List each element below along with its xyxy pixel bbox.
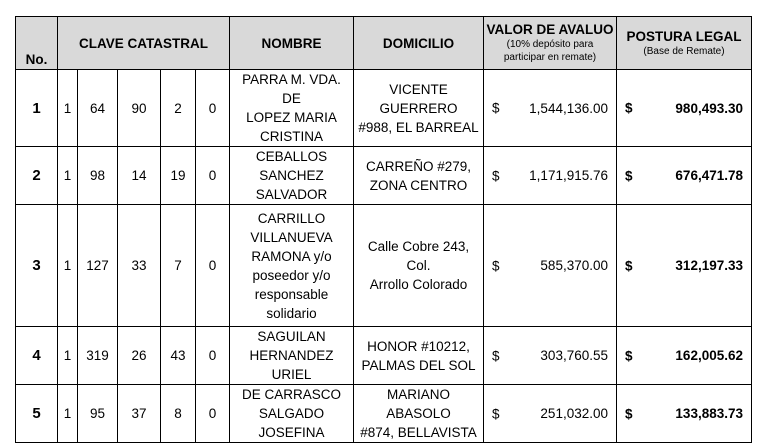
header-postura-title: POSTURA LEGAL [626,28,742,44]
header-valor-avaluo [484,17,617,70]
row-number: 4 [16,327,58,385]
domicilio-line: #874, BELLAVISTA [360,425,477,440]
header-domicilio: DOMICILIO [354,17,484,70]
row-number: 2 [16,147,58,205]
postura-amount: 162,005.62 [675,348,743,363]
postura-cell [617,70,752,147]
table-row [16,147,752,205]
header-valor-title: VALOR DE AVALUO [486,22,614,37]
valor-amount: 1,171,915.76 [529,168,608,183]
nombre-line: SAGUILAN [257,329,326,344]
postura-cell [617,327,752,385]
currency-symbol: $ [492,258,500,273]
valor-cell [484,385,617,443]
domicilio-line: Arrollo Colorado [369,277,468,292]
nombre-cell [230,147,354,205]
valor-amount: 251,032.00 [540,406,608,421]
domicilio-cell [354,70,484,147]
domicilio-line: PALMAS DEL SOL [361,357,476,373]
table-row [16,385,752,443]
nombre-line: CEBALLOS SANCHEZ [255,149,328,183]
header-postura-sub: (Base de Remate) [643,45,725,57]
row-number: 1 [16,70,58,147]
nombre-line: solidario [266,305,317,321]
table-row [16,70,752,147]
nombre-line: poseedor y/o [252,267,331,283]
clave-cell: 127 [78,205,118,327]
domicilio-line: CARREÑO #279, [365,158,472,174]
postura-cell [617,385,752,443]
postura-amount: 133,883.73 [675,406,743,421]
domicilio-cell [354,327,484,385]
currency-symbol: $ [492,406,500,421]
postura-amount: 312,197.33 [675,258,743,273]
domicilio-line: Calle Cobre 243, Col. [367,239,470,273]
clave-cell: 0 [196,327,230,385]
clave-cell: 8 [161,385,196,443]
clave-cell: 1 [58,70,78,147]
nombre-line: VILLANUEVA [250,229,333,245]
currency-symbol: $ [625,168,633,183]
nombre-line: HERNANDEZ URIEL [249,348,334,382]
clave-cell: 98 [78,147,118,205]
nombre-line: CRISTINA [259,129,323,144]
clave-cell: 7 [161,205,196,327]
postura-amount: 980,493.30 [675,100,743,116]
nombre-line: LOPEZ MARIA [246,110,337,125]
header-no: No. [16,17,58,70]
valor-cell [484,327,617,385]
clave-cell: 2 [161,70,196,147]
currency-symbol: $ [625,100,633,116]
row-number: 5 [16,385,58,443]
clave-cell: 43 [161,327,196,385]
valor-cell [484,147,617,205]
nombre-cell [230,205,354,327]
header-clave-catastral: CLAVE CATASTRAL [58,17,230,70]
nombre-line: CARRILLO [257,210,326,226]
domicilio-line: MARIANO ABASOLO [386,387,451,421]
domicilio-line: #988, EL BARREAL [358,119,479,135]
domicilio-cell [354,147,484,205]
clave-cell: 26 [118,327,161,385]
currency-symbol: $ [492,348,500,363]
domicilio-cell [354,385,484,443]
clave-cell: 0 [196,205,230,327]
valor-amount: 1,544,136.00 [529,100,608,116]
row-number: 3 [16,205,58,327]
currency-symbol: $ [625,258,633,273]
valor-amount: 303,760.55 [540,348,608,363]
header-valor-sub2: participar en remate) [503,52,597,63]
table-row [16,205,752,327]
clave-cell: 37 [118,385,161,443]
clave-cell: 0 [196,385,230,443]
nombre-line: RAMONA y/o [251,248,332,264]
clave-cell: 319 [78,327,118,385]
currency-symbol: $ [625,348,633,363]
valor-cell [484,205,617,327]
clave-cell: 1 [58,205,78,327]
nombre-line: SALVADOR [255,187,328,202]
domicilio-cell [354,205,484,327]
header-nombre: NOMBRE [230,17,354,70]
auction-table [15,16,752,443]
clave-cell: 19 [161,147,196,205]
domicilio-line: ZONA CENTRO [369,177,468,193]
clave-cell: 14 [118,147,161,205]
clave-cell: 0 [196,147,230,205]
clave-cell: 64 [78,70,118,147]
clave-cell: 0 [196,70,230,147]
header-valor-sub1: (10% depósito para [506,39,594,50]
domicilio-line: HONOR #10212, [367,338,470,354]
clave-cell: 90 [118,70,161,147]
clave-cell: 33 [118,205,161,327]
header-postura-legal [617,17,752,70]
nombre-line: SALGADO JOSEFINA [258,406,325,440]
postura-cell [617,205,752,327]
valor-cell [484,70,617,147]
nombre-cell [230,385,354,443]
domicilio-line: VICENTE GUERRERO [379,81,458,116]
postura-amount: 676,471.78 [675,168,743,183]
clave-cell: 1 [58,327,78,385]
currency-symbol: $ [492,168,500,183]
nombre-cell [230,327,354,385]
clave-cell: 1 [58,147,78,205]
valor-amount: 585,370.00 [540,258,608,273]
currency-symbol: $ [492,100,500,116]
nombre-line: PARRA M. VDA. DE [242,72,341,106]
currency-symbol: $ [625,406,633,421]
nombre-line: responsable [254,286,329,302]
clave-cell: 1 [58,385,78,443]
clave-cell: 95 [78,385,118,443]
nombre-line: DE CARRASCO [241,387,341,402]
table-row [16,327,752,385]
nombre-cell [230,70,354,147]
postura-cell [617,147,752,205]
header-row [16,17,752,70]
